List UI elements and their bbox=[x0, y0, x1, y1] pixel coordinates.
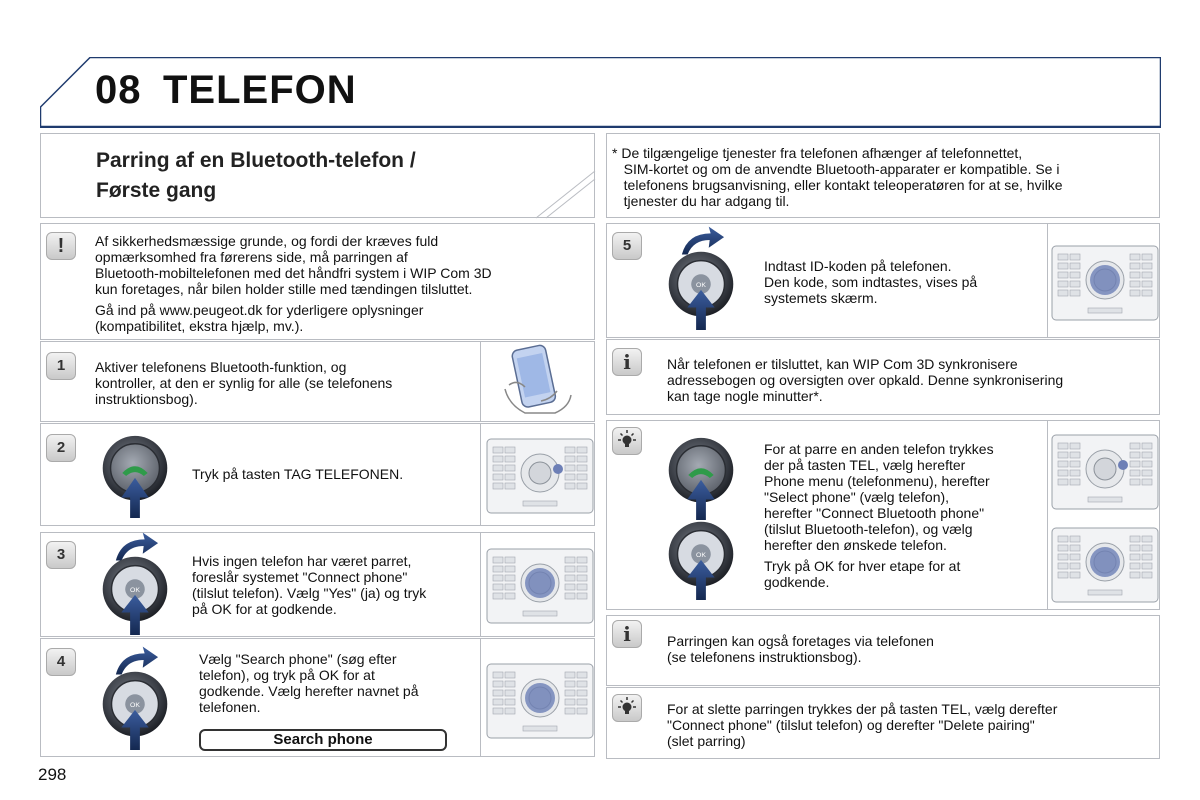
radio-panel-icon bbox=[1050, 238, 1160, 328]
footnote-text: * De tilgængelige tjenester fra telefonen afhænger af telefonnettet, SIM-kortet og om de anvendte Bluetooth-apparater er kompatible. Se i telefonens brugsanvisning, eller kontakt teleoperatøren for at se, hvilke tjenester du har adgang til. bbox=[612, 145, 1063, 209]
radio-panel-icon bbox=[485, 656, 595, 746]
radio-panel-icon bbox=[1050, 427, 1160, 517]
step-2-badge: 2 bbox=[46, 434, 76, 462]
ok-knob-icon bbox=[666, 513, 736, 601]
radio-panel-icon bbox=[485, 431, 595, 521]
chapter-number: 08 bbox=[95, 68, 142, 112]
step-4-badge: 4 bbox=[46, 648, 76, 676]
lightbulb-icon bbox=[613, 428, 641, 454]
info-1-text: Når telefonen er tilsluttet, kan WIP Com 3D synkronisere adressebogen og oversigten over opkald. Denne synkronisering kan tage nogle minutter*. bbox=[667, 356, 1064, 404]
tip-2-badge bbox=[612, 694, 642, 722]
page-number: 298 bbox=[38, 765, 67, 784]
section-title-corner bbox=[530, 170, 596, 219]
warning-badge: ! bbox=[46, 232, 76, 260]
step-3-text: Hvis ingen telefon har været parret, foreslår systemet "Connect phone" (tilslut telefon). Vælg "Yes" (ja) og tryk på OK for at godkende. bbox=[192, 553, 427, 617]
ok-knob-icon bbox=[100, 548, 170, 636]
info-1-badge: i bbox=[612, 348, 642, 376]
step-3-illustration-cell bbox=[480, 533, 481, 636]
tip-2-text: For at slette parringen trykkes der på tasten TEL, vælg derefter "Connect phone" (tilslut telefon) og derefter "Delete pairing" (slet parring) bbox=[667, 701, 1058, 749]
step-1-badge: 1 bbox=[46, 352, 76, 380]
step-5-badge: 5 bbox=[612, 232, 642, 260]
tel-button-icon bbox=[666, 433, 736, 521]
step-5-illustration-cell bbox=[1047, 224, 1048, 337]
chapter-title: TELEFON bbox=[163, 68, 357, 112]
lightbulb-icon bbox=[613, 695, 641, 721]
step-5-text: Indtast ID-koden på telefonen. Den kode, som indtastes, vises på systemets skærm. bbox=[764, 258, 978, 306]
step-4-text: Vælg "Search phone" (søg efter telefon), og tryk på OK for at godkende. Vælg herefter navnet på telefonen. bbox=[199, 651, 419, 715]
warning-text: Af sikkerhedsmæssige grunde, og fordi der kræves fuld opmærksomhed fra førerens side, må parringen af Bluetooth-mobiltelefonen med det håndfri system i WIP Com 3D kun foretages, når bilen holder stille med tændingen tilsluttet. bbox=[95, 233, 492, 297]
tip-1-text: For at parre en anden telefon trykkes der på tasten TEL, vælg herefter Phone menu (telefonmenu), herefter "Select phone" (vælg telefon), herefter "Connect Bluetooth phone" (tilslut Bluetooth-telefon), og vælg herefter den ønskede telefon. bbox=[764, 441, 994, 553]
ok-knob-icon bbox=[666, 243, 736, 331]
step-4-illustration-cell bbox=[480, 639, 481, 756]
radio-panel-icon bbox=[1050, 520, 1160, 610]
tip-1-text-ok: Tryk på OK for hver etape for at godkende. bbox=[764, 558, 961, 590]
section-title-line2: Første gang bbox=[96, 179, 217, 202]
tip-1-illustration-cell bbox=[1047, 421, 1048, 609]
info-2-badge: i bbox=[612, 620, 642, 648]
step-1-text: Aktiver telefonens Bluetooth-funktion, og kontroller, at den er synlig for alle (se telefonens instruktionsbog). bbox=[95, 359, 393, 407]
step-1-illustration-cell bbox=[480, 342, 481, 421]
section-title-line1: Parring af en Bluetooth-telefon / bbox=[96, 149, 416, 172]
step-2-text: Tryk på tasten TAG TELEFONEN. bbox=[192, 466, 404, 482]
info-2-text: Parringen kan også foretages via telefonen (se telefonens instruktionsbog). bbox=[667, 633, 934, 665]
tel-button-icon bbox=[100, 431, 170, 519]
search-phone-button[interactable]: Search phone bbox=[199, 729, 447, 751]
radio-panel-icon bbox=[485, 541, 595, 631]
warning-link-text: Gå ind på www.peugeot.dk for yderligere oplysninger (kompatibilitet, ekstra hjælp, mv.). bbox=[95, 302, 424, 334]
step-3-badge: 3 bbox=[46, 541, 76, 569]
step-2-illustration-cell bbox=[480, 424, 481, 525]
tip-1-badge bbox=[612, 427, 642, 455]
ok-knob-icon bbox=[100, 663, 170, 751]
phone-in-hand-icon bbox=[495, 343, 577, 419]
